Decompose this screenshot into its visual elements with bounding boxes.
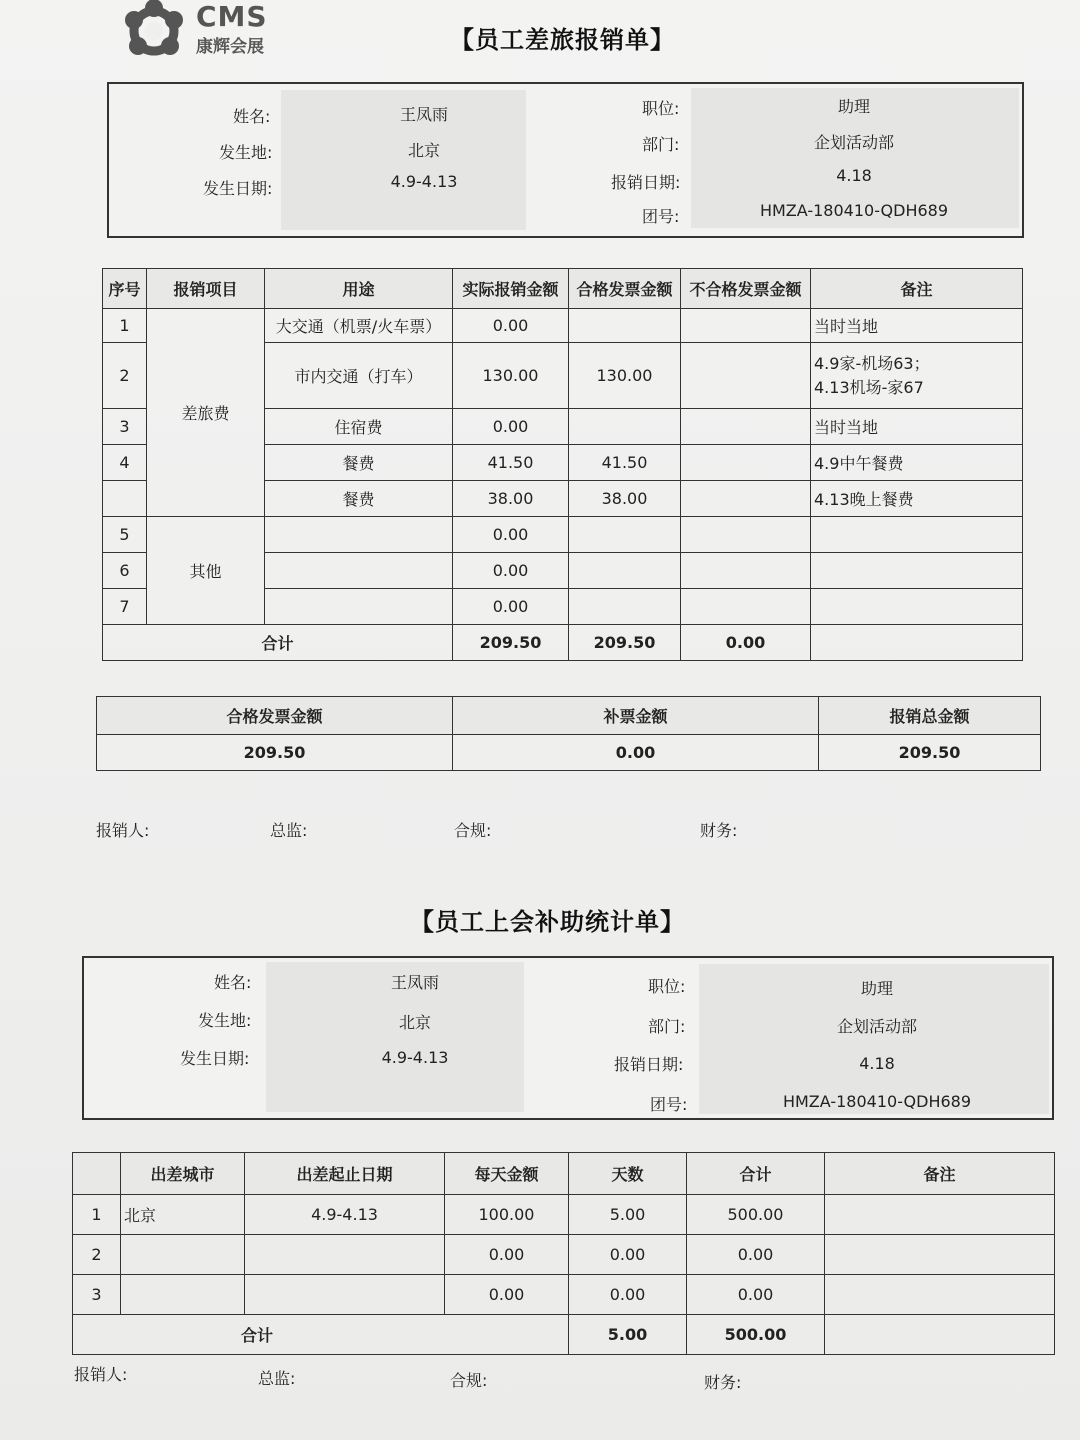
row-invalid bbox=[681, 553, 811, 589]
form1-dept-label: 部门: bbox=[642, 135, 680, 154]
flower-logo-icon bbox=[118, 0, 190, 62]
row-actual: 0.00 bbox=[453, 309, 569, 343]
row-no: 3 bbox=[103, 409, 147, 445]
table-row bbox=[73, 1275, 1055, 1315]
row-use: 餐费 bbox=[265, 481, 453, 517]
form1-position-value: 助理 bbox=[837, 97, 870, 116]
row-valid bbox=[569, 409, 681, 445]
row-no: 2 bbox=[103, 343, 147, 409]
row-invalid bbox=[681, 445, 811, 481]
col-header-invalid: 不合格发票金额 bbox=[681, 269, 811, 309]
summary-header-supplement: 补票金额 bbox=[453, 697, 819, 735]
summary-value-total: 209.50 bbox=[819, 735, 1041, 771]
summary-header-total: 报销总金额 bbox=[819, 697, 1041, 735]
row-valid bbox=[569, 517, 681, 553]
row-valid bbox=[569, 589, 681, 625]
row-valid: 38.00 bbox=[569, 481, 681, 517]
form2-claim-date-value: 4.18 bbox=[859, 1054, 895, 1073]
row-no: 4 bbox=[103, 445, 147, 481]
row-city: 北京 bbox=[121, 1195, 245, 1235]
form1-expense-table bbox=[102, 268, 1023, 661]
form2-total-row bbox=[73, 1315, 1055, 1355]
summary-value-supplement: 0.00 bbox=[453, 735, 819, 771]
row-days: 5.00 bbox=[569, 1195, 687, 1235]
row-invalid bbox=[681, 589, 811, 625]
row-note bbox=[811, 553, 1023, 589]
form2-position-label: 职位: bbox=[648, 977, 686, 996]
row-days: 0.00 bbox=[569, 1275, 687, 1315]
col-header-note: 备注 bbox=[825, 1153, 1055, 1195]
row-use bbox=[265, 517, 453, 553]
total-note bbox=[811, 625, 1023, 661]
form2-dept-label: 部门: bbox=[648, 1017, 686, 1036]
row-days: 0.00 bbox=[569, 1235, 687, 1275]
row-use: 住宿费 bbox=[265, 409, 453, 445]
row-no: 3 bbox=[73, 1275, 121, 1315]
row-dates bbox=[245, 1235, 445, 1275]
form1-date-value: 4.9-4.13 bbox=[390, 172, 458, 191]
signature-finance: 财务: bbox=[704, 1373, 742, 1392]
row-use: 市内交通（打车） bbox=[265, 343, 453, 409]
form2-position-value: 助理 bbox=[860, 979, 893, 998]
logo-brand: CMS bbox=[196, 0, 268, 33]
row-use bbox=[265, 589, 453, 625]
row-no: 6 bbox=[103, 553, 147, 589]
row-valid: 130.00 bbox=[569, 343, 681, 409]
form1-date-label: 发生日期: bbox=[203, 179, 273, 198]
form1-claim-date-label: 报销日期: bbox=[611, 173, 681, 192]
row-invalid bbox=[681, 409, 811, 445]
form2-date-label: 发生日期: bbox=[180, 1049, 250, 1068]
row-daily: 100.00 bbox=[445, 1195, 569, 1235]
row-sum: 0.00 bbox=[687, 1275, 825, 1315]
row-note: 当时当地 bbox=[811, 309, 1023, 343]
form1-total-row bbox=[103, 625, 1023, 661]
row-actual: 130.00 bbox=[453, 343, 569, 409]
form1-name-label: 姓名: bbox=[233, 107, 271, 126]
row-use bbox=[265, 553, 453, 589]
col-header-note: 备注 bbox=[811, 269, 1023, 309]
row-note bbox=[811, 589, 1023, 625]
row-valid bbox=[569, 309, 681, 343]
row-daily: 0.00 bbox=[445, 1235, 569, 1275]
total-sum: 500.00 bbox=[687, 1315, 825, 1355]
row-note bbox=[825, 1275, 1055, 1315]
logo-brand-cn: 康辉会展 bbox=[196, 37, 264, 57]
row-use: 餐费 bbox=[265, 445, 453, 481]
signature-claimant: 报销人: bbox=[74, 1365, 128, 1384]
row-note: 当时当地 bbox=[811, 409, 1023, 445]
col-header-item: 报销项目 bbox=[147, 269, 265, 309]
total-invalid: 0.00 bbox=[681, 625, 811, 661]
form1-dept-value: 企划活动部 bbox=[813, 133, 894, 152]
row-no: 5 bbox=[103, 517, 147, 553]
col-header-use: 用途 bbox=[265, 269, 453, 309]
signature-claimant: 报销人: bbox=[96, 821, 150, 840]
company-logo bbox=[118, 0, 288, 60]
col-header-no bbox=[73, 1153, 121, 1195]
form2-place-value: 北京 bbox=[398, 1013, 431, 1032]
col-header-sum: 合计 bbox=[687, 1153, 825, 1195]
row-use: 大交通（机票/火车票） bbox=[265, 309, 453, 343]
col-header-days: 天数 bbox=[569, 1153, 687, 1195]
row-valid: 41.50 bbox=[569, 445, 681, 481]
summary-header-valid: 合格发票金额 bbox=[97, 697, 453, 735]
form2-place-label: 发生地: bbox=[198, 1011, 252, 1030]
form2-header-row bbox=[73, 1153, 1055, 1195]
total-days: 5.00 bbox=[569, 1315, 687, 1355]
form1-name-value: 王凤雨 bbox=[399, 105, 448, 124]
row-sum: 500.00 bbox=[687, 1195, 825, 1235]
form1-position-label: 职位: bbox=[642, 99, 680, 118]
form2-allowance-table bbox=[72, 1152, 1055, 1355]
form2-name-value: 王凤雨 bbox=[390, 973, 439, 992]
col-header-dates: 出差起止日期 bbox=[245, 1153, 445, 1195]
signature-finance: 财务: bbox=[700, 821, 738, 840]
row-no: 1 bbox=[73, 1195, 121, 1235]
row-actual: 0.00 bbox=[453, 589, 569, 625]
form1-title: 【员工差旅报销单】 bbox=[450, 26, 675, 54]
total-valid: 209.50 bbox=[569, 625, 681, 661]
form2-group-value: HMZA-180410-QDH689 bbox=[782, 1092, 972, 1111]
form1-group-value: HMZA-180410-QDH689 bbox=[759, 201, 949, 220]
form2-claim-date-label: 报销日期: bbox=[614, 1055, 684, 1074]
row-dates bbox=[245, 1275, 445, 1315]
form2-date-value: 4.9-4.13 bbox=[381, 1048, 449, 1067]
col-header-actual: 实际报销金额 bbox=[453, 269, 569, 309]
row-invalid bbox=[681, 343, 811, 409]
form2-title: 【员工上会补助统计单】 bbox=[410, 908, 685, 936]
row-dates: 4.9-4.13 bbox=[245, 1195, 445, 1235]
row-no: 1 bbox=[103, 309, 147, 343]
row-actual: 0.00 bbox=[453, 553, 569, 589]
signature-compliance: 合规: bbox=[454, 821, 492, 840]
total-note bbox=[825, 1315, 1055, 1355]
form1-group-label: 团号: bbox=[642, 207, 680, 226]
row-note bbox=[825, 1195, 1055, 1235]
row-sum: 0.00 bbox=[687, 1235, 825, 1275]
row-note: 4.13晚上餐费 bbox=[811, 481, 1023, 517]
form1-summary-table bbox=[96, 696, 1041, 771]
row-actual: 41.50 bbox=[453, 445, 569, 481]
row-no bbox=[103, 481, 147, 517]
table-row bbox=[103, 309, 1023, 343]
row-city bbox=[121, 1235, 245, 1275]
form2-info-box bbox=[82, 956, 1054, 1120]
form1-place-value: 北京 bbox=[407, 141, 440, 160]
total-label: 合计 bbox=[103, 625, 453, 661]
col-header-valid: 合格发票金额 bbox=[569, 269, 681, 309]
row-actual: 38.00 bbox=[453, 481, 569, 517]
signature-compliance: 合规: bbox=[450, 1371, 488, 1390]
table-row bbox=[73, 1235, 1055, 1275]
total-label: 合计 bbox=[73, 1315, 569, 1355]
row-actual: 0.00 bbox=[453, 409, 569, 445]
col-header-daily: 每天金额 bbox=[445, 1153, 569, 1195]
row-note bbox=[811, 517, 1023, 553]
row-no: 7 bbox=[103, 589, 147, 625]
total-actual: 209.50 bbox=[453, 625, 569, 661]
row-city bbox=[121, 1275, 245, 1315]
category-other: 其他 bbox=[147, 517, 265, 625]
row-no: 2 bbox=[73, 1235, 121, 1275]
row-actual: 0.00 bbox=[453, 517, 569, 553]
form2-name-label: 姓名: bbox=[214, 973, 252, 992]
col-header-city: 出差城市 bbox=[121, 1153, 245, 1195]
col-header-no: 序号 bbox=[103, 269, 147, 309]
category-travel: 差旅费 bbox=[147, 309, 265, 517]
form2-group-label: 团号: bbox=[650, 1095, 688, 1114]
table-row bbox=[103, 517, 1023, 553]
form1-header-row bbox=[103, 269, 1023, 309]
row-invalid bbox=[681, 481, 811, 517]
signature-director: 总监: bbox=[270, 821, 308, 840]
row-daily: 0.00 bbox=[445, 1275, 569, 1315]
signature-director: 总监: bbox=[258, 1369, 296, 1388]
row-note: 4.9家-机场63； 4.13机场-家67 bbox=[811, 343, 1023, 409]
form1-claim-date-value: 4.18 bbox=[836, 166, 872, 185]
row-valid bbox=[569, 553, 681, 589]
table-row bbox=[73, 1195, 1055, 1235]
row-note bbox=[825, 1235, 1055, 1275]
form1-place-label: 发生地: bbox=[219, 143, 273, 162]
summary-value-valid: 209.50 bbox=[97, 735, 453, 771]
row-invalid bbox=[681, 309, 811, 343]
row-note: 4.9中午餐费 bbox=[811, 445, 1023, 481]
form1-info-box bbox=[107, 82, 1024, 238]
row-invalid bbox=[681, 517, 811, 553]
form2-dept-value: 企划活动部 bbox=[836, 1017, 917, 1036]
